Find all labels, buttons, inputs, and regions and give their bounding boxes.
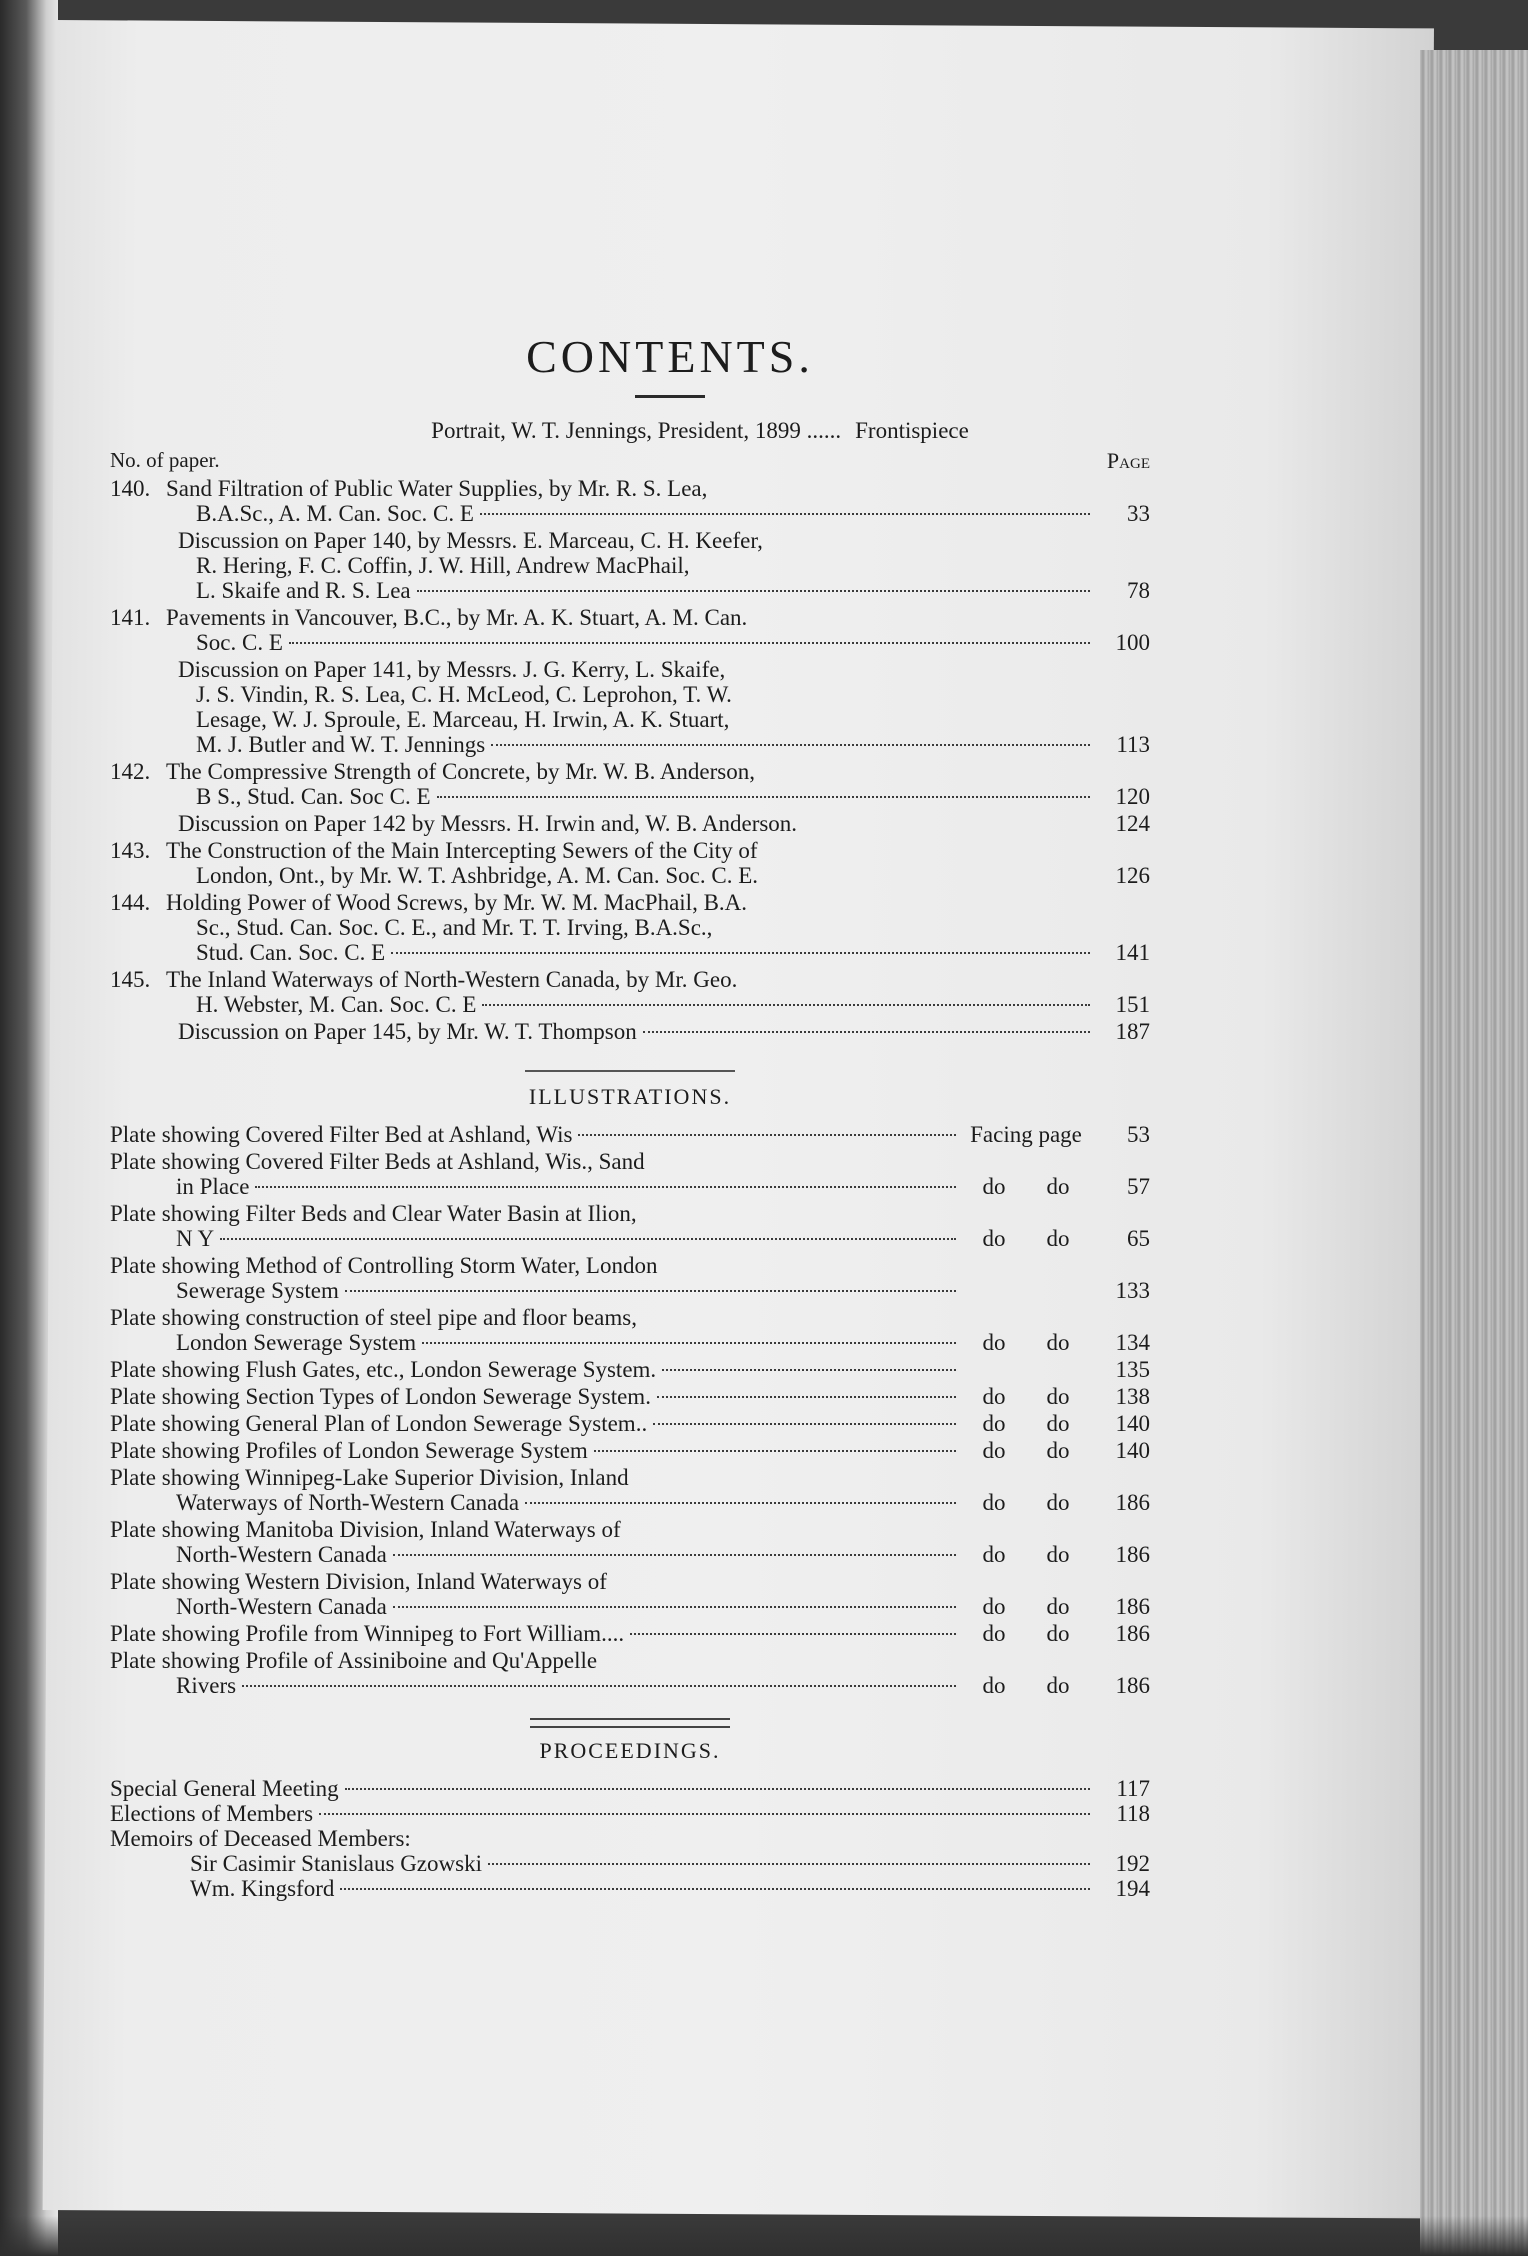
illustration-entry — [110, 1569, 1150, 1619]
ditto-mark: do — [1046, 1490, 1070, 1515]
illustration-refs — [962, 1465, 1150, 1515]
illustration-line-text: Plate showing construction of steel pipe and floor beams, — [110, 1305, 637, 1330]
page-number: 126 — [1115, 863, 1150, 888]
dot-leader — [289, 641, 1090, 644]
illustration-line-text: North-Western Canada — [176, 1542, 387, 1567]
paper-line-text: Discussion on Paper 145, by Mr. W. T. Thompson — [178, 1019, 637, 1044]
paper-line-text: Discussion on Paper 140, by Messrs. E. Marceau, C. H. Keefer, — [178, 528, 763, 553]
paper-line-text: B.A.Sc., A. M. Can. Soc. C. E — [196, 501, 474, 526]
dot-leader — [345, 1289, 956, 1292]
ditto-mark: do — [1046, 1330, 1070, 1355]
paper-line-text: Lesage, W. J. Sproule, E. Marceau, H. Irwin, A. K. Stuart, — [196, 707, 730, 732]
illustration-line — [110, 1149, 962, 1174]
dot-leader — [662, 1368, 956, 1371]
page-number: 33 — [1127, 501, 1150, 526]
illustration-entry — [110, 1384, 1150, 1409]
illustration-line-text: Plate showing Western Division, Inland Waterways of — [110, 1569, 607, 1594]
paper-body — [166, 605, 1150, 655]
paper-line — [166, 605, 1150, 630]
paper-entry — [110, 967, 1150, 1017]
paper-entry — [110, 890, 1150, 965]
paper-line — [166, 784, 1150, 809]
paper-line-text: The Compressive Strength of Concrete, by Mr. W. B. Anderson, — [166, 759, 755, 784]
illustration-line — [110, 1648, 962, 1673]
paper-line-text: Sand Filtration of Public Water Supplies, by Mr. R. S. Lea, — [166, 476, 708, 501]
illustration-line — [110, 1569, 962, 1594]
illustration-line — [110, 1278, 962, 1303]
proceedings-entry — [110, 1851, 1150, 1876]
illustration-line — [110, 1384, 962, 1409]
illustration-refs — [962, 1201, 1150, 1251]
paper-number: 142. — [110, 759, 151, 784]
paper-body — [166, 657, 1150, 757]
paper-body — [166, 476, 1150, 526]
dot-leader — [488, 1862, 1090, 1865]
paper-number: 143. — [110, 838, 151, 863]
illustration-entry — [110, 1648, 1150, 1698]
illustration-refs — [962, 1357, 1150, 1382]
paper-line — [166, 630, 1150, 655]
contents-page — [110, 330, 1150, 1901]
illustration-entry — [110, 1465, 1150, 1515]
ditto-mark: do — [1046, 1226, 1070, 1251]
ditto-mark: do — [982, 1621, 1006, 1646]
paper-line-text: Stud. Can. Soc. C. E — [196, 940, 386, 965]
illustration-line — [110, 1253, 962, 1278]
ditto-mark: do — [982, 1226, 1006, 1251]
paper-entry — [110, 605, 1150, 655]
dot-leader — [491, 743, 1090, 746]
paper-entry — [110, 657, 1150, 757]
page-number: 192 — [1115, 1851, 1150, 1876]
paper-line-text: M. J. Butler and W. T. Jennings — [196, 732, 486, 757]
paper-line — [166, 578, 1150, 603]
page-number: 134 — [1115, 1330, 1150, 1355]
illustration-line — [110, 1174, 962, 1199]
ditto-mark: do — [1046, 1673, 1070, 1698]
dot-leader — [345, 1787, 1090, 1790]
illustration-refs — [962, 1621, 1150, 1646]
proceedings-text: Special General Meeting — [110, 1776, 339, 1801]
page-number: 118 — [1116, 1801, 1150, 1826]
paper-line-text: B S., Stud. Can. Soc C. E — [196, 784, 431, 809]
paper-line-text: London, Ont., by Mr. W. T. Ashbridge, A. M. Can. Soc. C. E. — [196, 863, 759, 888]
illustration-text — [110, 1122, 962, 1147]
papers-list — [110, 476, 1150, 1044]
dot-leader — [319, 1812, 1090, 1815]
illustration-refs — [962, 1384, 1150, 1409]
illustration-line-text: Plate showing Manitoba Division, Inland Waterways of — [110, 1517, 621, 1542]
illustration-refs — [962, 1149, 1150, 1199]
ditto-mark: do — [982, 1384, 1006, 1409]
paper-entry — [110, 811, 1150, 836]
dot-leader — [643, 1030, 1090, 1033]
illustration-refs — [962, 1517, 1150, 1567]
paper-line — [166, 682, 1150, 707]
number-column-label: No. of paper. — [110, 448, 220, 472]
paper-entry — [110, 1019, 1150, 1044]
illustration-text — [110, 1648, 962, 1698]
illustration-line — [110, 1490, 962, 1515]
illustration-text — [110, 1438, 962, 1463]
proceedings-text: Memoirs of Deceased Members: — [110, 1826, 411, 1851]
illustration-line-text: Plate showing Section Types of London Sewerage System. — [110, 1384, 651, 1409]
illustration-line — [110, 1438, 962, 1463]
paper-body — [166, 890, 1150, 965]
illustration-entry — [110, 1149, 1150, 1199]
page-number: 140 — [1115, 1438, 1150, 1463]
page-number: 186 — [1115, 1673, 1150, 1698]
illustration-line-text: N Y — [176, 1226, 215, 1251]
proceedings-entry — [110, 1826, 1150, 1851]
illustration-line-text: Plate showing Winnipeg-Lake Superior Division, Inland — [110, 1465, 629, 1490]
proceedings-entry — [110, 1776, 1150, 1801]
dot-leader — [422, 1341, 956, 1344]
illustration-line-text: London Sewerage System — [176, 1330, 417, 1355]
ditto-mark: do — [982, 1594, 1006, 1619]
illustration-line-text: Plate showing Flush Gates, etc., London Sewerage System. — [110, 1357, 657, 1382]
illustration-line-text: Waterways of North-Western Canada — [176, 1490, 520, 1515]
illustration-text — [110, 1253, 962, 1303]
section-divider — [525, 1070, 735, 1072]
dot-leader — [437, 795, 1090, 798]
ditto-mark: do — [1046, 1174, 1070, 1199]
proceedings-entry — [110, 1876, 1150, 1901]
dot-leader — [393, 1605, 956, 1608]
paper-body — [166, 967, 1150, 1017]
dot-leader — [578, 1133, 956, 1136]
dot-leader — [391, 951, 1090, 954]
paper-body — [166, 838, 1150, 888]
illustrations-heading: ILLUSTRATIONS. — [528, 1084, 732, 1109]
ditto-mark: do — [1046, 1621, 1070, 1646]
ditto-mark: do — [982, 1542, 1006, 1567]
page-number: 186 — [1115, 1542, 1150, 1567]
illustration-entry — [110, 1253, 1150, 1303]
proceedings-text: Wm. Kingsford — [190, 1876, 335, 1901]
illustration-line — [110, 1122, 962, 1147]
ditto-mark: do — [982, 1490, 1006, 1515]
page-number: 133 — [1115, 1278, 1150, 1303]
page-number: 135 — [1115, 1357, 1150, 1382]
page-number: 124 — [1115, 811, 1150, 836]
page-number: 138 — [1115, 1384, 1150, 1409]
illustration-line — [110, 1305, 962, 1330]
illustrations-list — [110, 1122, 1150, 1698]
illustration-line — [110, 1201, 962, 1226]
illustration-text — [110, 1384, 962, 1409]
paper-line — [166, 732, 1150, 757]
illustration-text — [110, 1621, 962, 1646]
paper-number — [110, 811, 166, 836]
paper-number: 145. — [110, 967, 151, 992]
paper-entry — [110, 759, 1150, 809]
bottom-shadow — [0, 2216, 1528, 2256]
illustration-text — [110, 1465, 962, 1515]
ditto-mark: do — [982, 1673, 1006, 1698]
illustration-line — [110, 1542, 962, 1567]
page-number: 57 — [1127, 1174, 1150, 1199]
paper-line — [166, 528, 1150, 553]
dot-leader — [220, 1237, 956, 1240]
ditto-mark: do — [1046, 1594, 1070, 1619]
ditto-mark: do — [1046, 1542, 1070, 1567]
page-number: 186 — [1115, 1621, 1150, 1646]
illustration-line — [110, 1330, 962, 1355]
paper-line-text: Pavements in Vancouver, B.C., by Mr. A. K. Stuart, A. M. Can. — [166, 605, 748, 630]
paper-line — [166, 863, 1150, 888]
paper-line — [166, 759, 1150, 784]
ditto-mark: do — [982, 1438, 1006, 1463]
page-number: 186 — [1115, 1594, 1150, 1619]
page-number: 187 — [1115, 1019, 1150, 1044]
paper-line-text: Holding Power of Wood Screws, by Mr. W. M. MacPhail, B.A. — [166, 890, 748, 915]
illustration-text — [110, 1569, 962, 1619]
illustration-refs — [962, 1569, 1150, 1619]
page-number: 151 — [1115, 992, 1150, 1017]
paper-entry — [110, 476, 1150, 526]
paper-body — [166, 811, 1150, 836]
page-stack-edge — [1420, 50, 1528, 2256]
page-column-label: Page — [1106, 448, 1150, 473]
paper-line — [166, 811, 1150, 836]
paper-line-text: Discussion on Paper 141, by Messrs. J. G. Kerry, L. Skaife, — [178, 657, 726, 682]
paper-line-text: The Construction of the Main Intercepting Sewers of the City of — [166, 838, 758, 863]
paper-line-text: The Inland Waterways of North-Western Canada, by Mr. Geo. — [166, 967, 738, 992]
illustration-refs — [962, 1253, 1150, 1303]
paper-line — [166, 940, 1150, 965]
frontispiece-line — [180, 418, 1220, 444]
paper-line — [166, 915, 1150, 940]
page-number: 113 — [1116, 732, 1150, 757]
illustration-line — [110, 1594, 962, 1619]
illustration-text — [110, 1411, 962, 1436]
paper-line-text: Soc. C. E — [196, 630, 283, 655]
dot-leader — [480, 512, 1090, 515]
dot-leader — [525, 1501, 956, 1504]
paper-line — [166, 553, 1150, 578]
paper-entry — [110, 838, 1150, 888]
ditto-mark: do — [982, 1330, 1006, 1355]
illustration-entry — [110, 1357, 1150, 1382]
page-number: 78 — [1127, 578, 1150, 603]
page-number: 194 — [1115, 1876, 1150, 1901]
illustration-entry — [110, 1305, 1150, 1355]
illustration-line-text: Plate showing Covered Filter Beds at Ashland, Wis., Sand — [110, 1149, 645, 1174]
page-number: 141 — [1115, 940, 1150, 965]
section-divider — [530, 1718, 730, 1728]
illustration-line — [110, 1621, 962, 1646]
paper-line — [166, 890, 1150, 915]
dot-leader — [653, 1422, 956, 1425]
illustration-text — [110, 1517, 962, 1567]
illustration-line-text: North-Western Canada — [176, 1594, 387, 1619]
dot-leader — [657, 1395, 956, 1398]
paper-body — [166, 1019, 1150, 1044]
paper-number — [110, 1019, 166, 1044]
illustration-line-text: Plate showing Method of Controlling Storm Water, London — [110, 1253, 658, 1278]
illustration-line-text: Plate showing Profiles of London Sewerage System — [110, 1438, 588, 1463]
page-number: 117 — [1116, 1776, 1150, 1801]
paper-body — [166, 759, 1150, 809]
illustration-line-text: in Place — [176, 1174, 250, 1199]
title-rule — [635, 395, 705, 398]
proceedings-list — [110, 1776, 1150, 1901]
illustration-entry — [110, 1517, 1150, 1567]
illustration-text — [110, 1149, 962, 1199]
illustration-text — [110, 1305, 962, 1355]
proceedings-text: Sir Casimir Stanislaus Gzowski — [190, 1851, 482, 1876]
paper-line — [166, 992, 1150, 1017]
ditto-mark: do — [1046, 1411, 1070, 1436]
proceedings-heading: PROCEEDINGS. — [539, 1738, 721, 1763]
page-number: 100 — [1115, 630, 1150, 655]
paper-line-text: Sc., Stud. Can. Soc. C. E., and Mr. T. T. Irving, B.A.Sc., — [196, 915, 713, 940]
paper-number — [110, 657, 166, 757]
paper-line — [166, 967, 1150, 992]
frontispiece-dots: ...... — [800, 418, 842, 443]
illustration-text — [110, 1357, 962, 1382]
paper-line-text: R. Hering, F. C. Coffin, J. W. Hill, Andrew MacPhail, — [196, 553, 690, 578]
page-number: 120 — [1115, 784, 1150, 809]
dot-leader — [630, 1632, 956, 1635]
paper-line-text: J. S. Vindin, R. S. Lea, C. H. McLeod, C. Leprohon, T. W. — [196, 682, 732, 707]
ditto-mark: do — [982, 1174, 1006, 1199]
paper-line — [166, 1019, 1150, 1044]
ditto-mark: do — [1046, 1384, 1070, 1409]
paper-line — [166, 476, 1150, 501]
illustration-refs — [962, 1438, 1150, 1463]
page-number: 140 — [1115, 1411, 1150, 1436]
paper-line-text: H. Webster, M. Can. Soc. C. E — [196, 992, 477, 1017]
paper-number: 141. — [110, 605, 151, 630]
paper-number: 140. — [110, 476, 151, 501]
proceedings-entry — [110, 1801, 1150, 1826]
illustration-refs — [962, 1305, 1150, 1355]
dot-leader — [340, 1887, 1090, 1890]
illustration-line-text: Plate showing Profile of Assiniboine and Qu'Appelle — [110, 1648, 598, 1673]
page-title: CONTENTS. — [526, 331, 814, 382]
paper-line — [166, 707, 1150, 732]
facing-page-label: Facing page — [970, 1122, 1082, 1147]
proceedings-text: Elections of Members — [110, 1801, 314, 1826]
illustration-line — [110, 1411, 962, 1436]
illustration-line-text: Plate showing Covered Filter Bed at Ashland, Wis — [110, 1122, 573, 1147]
paper-line — [166, 838, 1150, 863]
frontispiece-text: Portrait, W. T. Jennings, President, 1899 — [431, 418, 801, 443]
paper-body — [166, 528, 1150, 603]
ditto-mark: do — [982, 1411, 1006, 1436]
illustration-line — [110, 1465, 962, 1490]
illustration-line-text: Rivers — [176, 1673, 237, 1698]
paper-number: 144. — [110, 890, 151, 915]
dot-leader — [417, 589, 1090, 592]
illustration-refs — [962, 1648, 1150, 1698]
paper-line-text: L. Skaife and R. S. Lea — [196, 578, 411, 603]
page-number: 53 — [1127, 1122, 1150, 1147]
illustration-line-text: Sewerage System — [176, 1278, 339, 1303]
dot-leader — [255, 1185, 956, 1188]
illustration-entry — [110, 1438, 1150, 1463]
page-number: 65 — [1127, 1226, 1150, 1251]
illustration-entry — [110, 1621, 1150, 1646]
illustration-entry — [110, 1411, 1150, 1436]
illustration-line — [110, 1226, 962, 1251]
illustration-entry — [110, 1122, 1150, 1147]
frontispiece-page: Frontispiece — [855, 418, 969, 443]
illustration-line — [110, 1357, 962, 1382]
dot-leader — [242, 1684, 956, 1687]
illustration-refs — [962, 1122, 1150, 1147]
ditto-mark: do — [1046, 1438, 1070, 1463]
paper-line — [166, 501, 1150, 526]
illustration-line-text: Plate showing Filter Beds and Clear Water Basin at Ilion, — [110, 1201, 637, 1226]
illustration-line — [110, 1517, 962, 1542]
illustration-line — [110, 1673, 962, 1698]
illustration-refs — [962, 1411, 1150, 1436]
illustration-entry — [110, 1201, 1150, 1251]
illustration-line-text: Plate showing Profile from Winnipeg to Fort William.... — [110, 1621, 625, 1646]
dot-leader — [393, 1553, 956, 1556]
dot-leader — [594, 1449, 956, 1452]
illustration-line-text: Plate showing General Plan of London Sewerage System.. — [110, 1411, 648, 1436]
dot-leader — [482, 1003, 1090, 1006]
paper-line — [166, 657, 1150, 682]
column-headers — [110, 448, 1150, 474]
paper-number — [110, 528, 166, 603]
page-number: 186 — [1115, 1490, 1150, 1515]
paper-entry — [110, 528, 1150, 603]
illustration-text — [110, 1201, 962, 1251]
paper-line-text: Discussion on Paper 142 by Messrs. H. Irwin and, W. B. Anderson. — [178, 811, 798, 836]
